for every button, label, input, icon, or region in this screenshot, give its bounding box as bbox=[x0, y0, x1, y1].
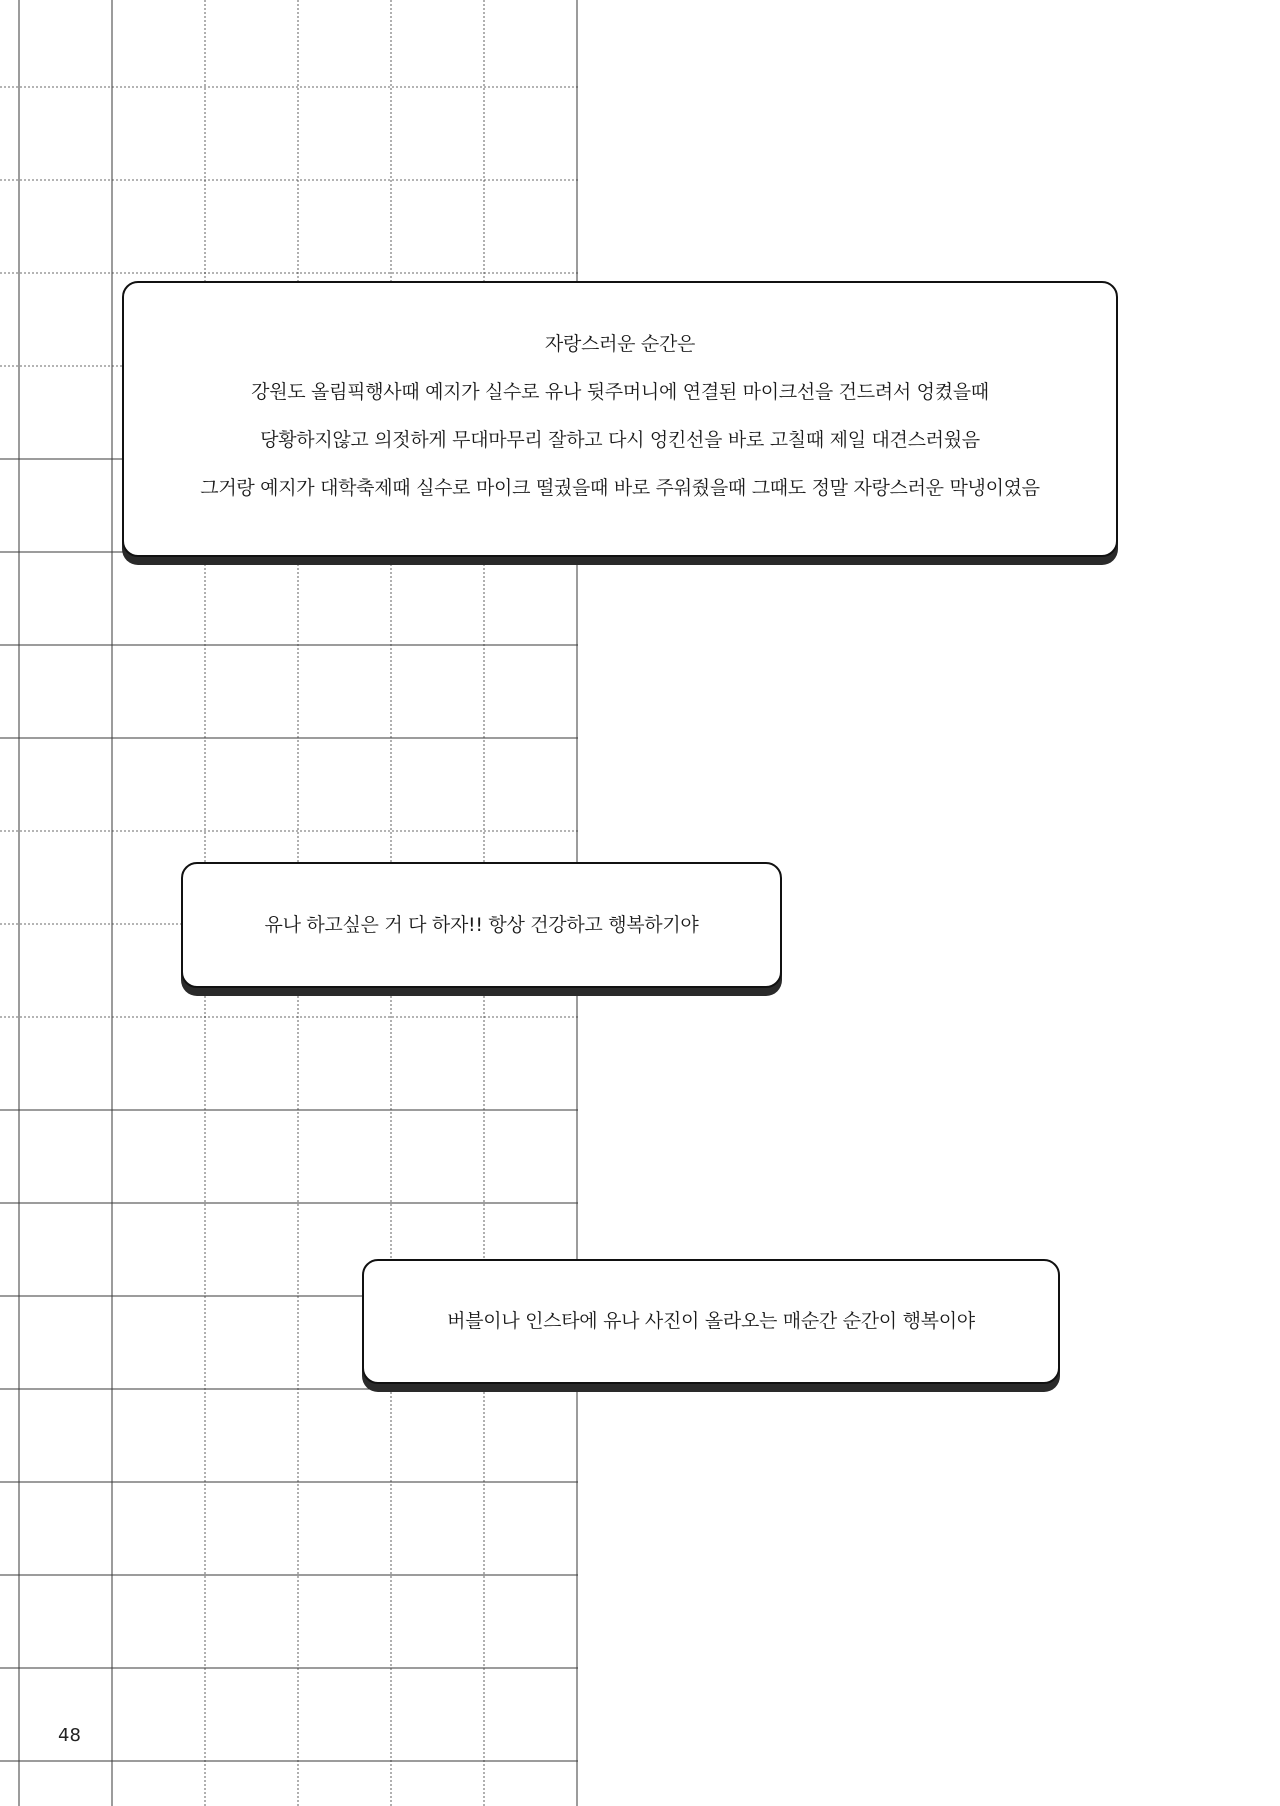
message-line: 유나 하고싶은 거 다 하자!! 항상 건강하고 행복하기야 bbox=[264, 913, 699, 936]
message-card-3 bbox=[362, 1259, 1060, 1384]
message-line: 자랑스러운 순간은 bbox=[544, 332, 696, 355]
message-line: 그거랑 예지가 대학축제때 실수로 마이크 떨궜을때 바로 주워줬을때 그때도 정말 자랑스러운 막냉이였음 bbox=[200, 476, 1040, 499]
message-card-2 bbox=[181, 862, 782, 988]
message-line: 당황하지않고 의젓하게 무대마무리 잘하고 다시 엉킨선을 바로 고칠때 제일 대견스러웠음 bbox=[260, 428, 980, 451]
message-line: 강원도 올림픽행사때 예지가 실수로 유나 뒷주머니에 연결된 마이크선을 건드려서 엉켰을때 bbox=[251, 380, 989, 403]
page-number: 48 bbox=[58, 1725, 81, 1746]
message-line: 버블이나 인스타에 유나 사진이 올라오는 매순간 순간이 행복이야 bbox=[447, 1310, 975, 1332]
message-card-1 bbox=[122, 281, 1118, 557]
